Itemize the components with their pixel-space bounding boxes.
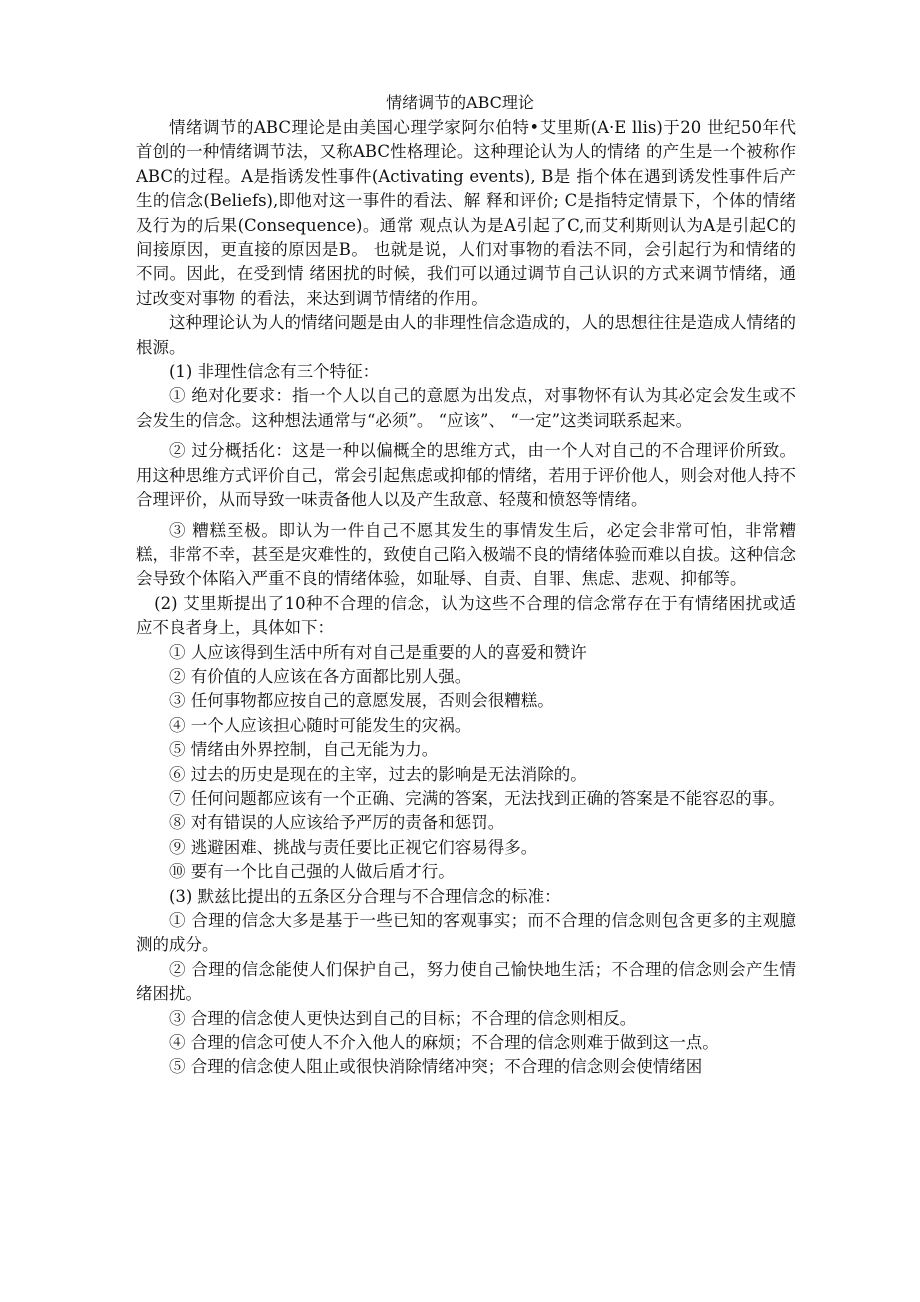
section-2-item: ⑤ 情绪由外界控制，自己无能为力。 xyxy=(169,740,439,760)
document-title: 情绪调节的ABC理论 xyxy=(386,93,534,112)
intro-paragraph: 情绪调节的ABC理论是由美国心理学家阿尔伯特•艾里斯(A·E llis)于20 世纪50年代首创的一种情绪调节法，又称ABC性格理论。这种理论认为人的情绪 的产生是一个被称作ABC的过程。A是指诱发性事件(Activating events), B是 指个体在遇到诱发性事件后产生的信念(Beliefs),即他对这一事件的看法、解 释和评价; C是指特定情景下，个体的情绪及行为的后果(Consequence)。通常 观点认为是A引起了C,而艾利斯则认为A是引起C的间接原因，更直接的原因是B。 也就是说，人们对事物的看法不同，会引起行为和情绪的不同。因此，在受到情 绪困扰的时候，我们可以通过调节自己认识的方式来调节情绪，通过改变对事物 的看法，来达到调节情绪的作用。 xyxy=(136,118,796,308)
section-3-item: ① 合理的信念大多是基于一些已知的客观事实；而不合理的信念则包含更多的主观臆测的成分。 xyxy=(136,911,796,955)
section-2-item: ③ 任何事物都应按自己的意愿发展，否则会很糟糕。 xyxy=(169,691,554,711)
section-3-item: ② 合理的信念能使人们保护自己，努力使自己愉快地生活；不合理的信念则会产生情绪困扰。 xyxy=(136,959,796,1004)
section-2-heading: (2) 艾里斯提出了10种不合理的信念，认为这些不合理的信念常存在于有情绪困扰或适应不良者身上，具体如下： xyxy=(136,593,796,638)
section-2-item: ④ 一个人应该担心随时可能发生的灾祸。 xyxy=(169,715,472,735)
theory-paragraph: 这种理论认为人的情绪问题是由人的非理性信念造成的，人的思想往往是造成人情绪的根源。 xyxy=(136,313,796,357)
section-3-item: ③ 合理的信念使人更快达到自己的目标；不合理的信念则相反。 xyxy=(169,1008,637,1028)
section-1-item: ② 过分概括化：这是一种以偏概全的思维方式，由一个人对自己的不合理评价所致。用这种思维方式评价自己，常会引起焦虑或抑郁的情绪，若用于评价他人，则会对他人持不合理评价，从而导致一味责备他人以及产生敌意、轻蔑和愤怒等情绪。 xyxy=(136,441,796,510)
section-2-item: ① 人应该得到生活中所有对自己是重要的人的喜爱和赞许 xyxy=(169,642,587,662)
section-2-item: ② 有价值的人应该在各方面都比别人强。 xyxy=(169,666,472,686)
section-3-item: ④ 合理的信念可使人不介入他人的麻烦；不合理的信念则难于做到这一点。 xyxy=(169,1033,719,1053)
section-3-heading: (3) 默兹比提出的五条区分合理与不合理信念的标准： xyxy=(169,886,561,906)
section-3-item: ⑤ 合理的信念使人阻止或很快消除情绪冲突；不合理的信念则会使情绪困 xyxy=(169,1057,703,1077)
section-2-item: ⑨ 逃避困难、挑战与责任要比正视它们容易得多。 xyxy=(169,837,538,857)
section-1-item: ① 绝对化要求：指一个人以自己的意愿为出发点，对事物怀有认为其必定会发生或不会发生的信念。这种想法通常与“必须”。 “应该”、 “一定”这类词联系起来。 xyxy=(136,386,796,430)
document-body xyxy=(136,116,796,1080)
section-2-item: ⑦ 任何问题都应该有一个正确、完满的答案，无法找到正确的答案是不能容忍的事。 xyxy=(169,788,785,808)
section-1-heading: (1) 非理性信念有三个特征： xyxy=(169,362,380,382)
section-2-item: ⑩ 要有一个比自己强的人做后盾才行。 xyxy=(169,862,455,882)
section-1-item: ③ 糟糕至极。即认为一件自己不愿其发生的事情发生后，必定会非常可怕，非常糟糕，非常不幸，甚至是灾难性的，致使自己陷入极端不良的情绪体验而难以自拔。这种信念会导致个体陷入严重不良的情绪体验，如耻辱、自责、自罪、焦虑、悲观、抑郁等。 xyxy=(136,520,796,589)
section-2-item: ⑥ 过去的历史是现在的主宰，过去的影响是无法消除的。 xyxy=(169,764,587,784)
section-2-item: ⑧ 对有错误的人应该给予严厉的责备和惩罚。 xyxy=(169,813,505,833)
